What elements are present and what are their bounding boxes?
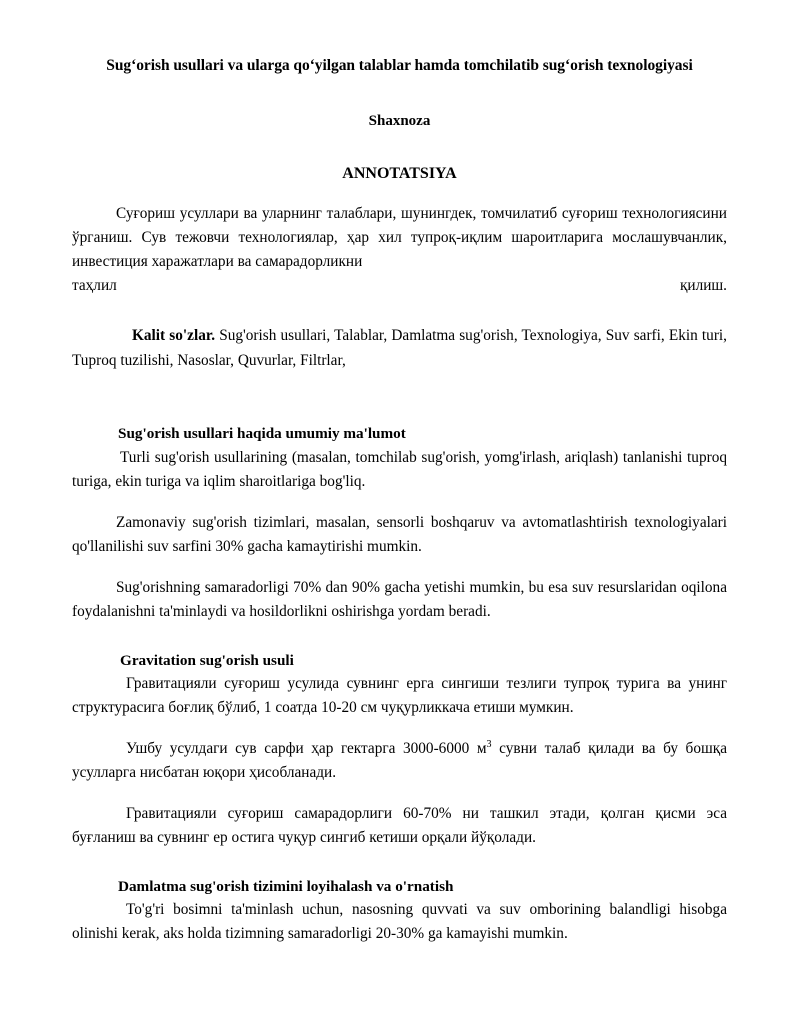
spacer xyxy=(72,298,727,324)
spacer xyxy=(72,850,727,876)
section-paragraph: Turli sug'orish usullarining (masalan, tomchilab sug'orish, yomg'irlash, ariqlash) tanlanishi tuproq turiga, ekin turiga va iqlim sharoitlariga bog'liq. xyxy=(72,448,727,490)
spacer xyxy=(72,624,727,650)
author-name: Shaxnoza xyxy=(368,113,431,129)
section-paragraph: Sug'orishning samaradorligi 70% dan 90% gacha yetishi mumkin, bu esa suv resurslaridan oqilona foydalanishni ta'minlaydi va hosildorlikni oshirishga yordam beradi. xyxy=(72,578,727,620)
annotation-last-line xyxy=(72,274,727,298)
section-heading-general-info: Sug'orish usullari haqida umumiy ma'lumot xyxy=(118,424,406,442)
spacer xyxy=(72,373,727,423)
water-use-paragraph xyxy=(72,737,727,785)
section-paragraph: Гравитацияли суғориш самарадорлиги 60-70% ни ташкил этади, қолган қисми эса буғланиш ва сувнинг ер остига чуқур сингиб кетиши орқали йўқолади. xyxy=(72,804,727,846)
annotation-last-line-left: таҳлил xyxy=(72,277,117,295)
keywords-list: Sug'orish usullari, Talablar, Damlatma sug'orish, Texnologiya, Suv sarfi, Ekin turi, Tuproq tuzilishi, Nasoslar, Quvurlar, Filtrlar, xyxy=(72,327,727,369)
annotation-last-line-right: қилиш. xyxy=(679,277,727,295)
spacer xyxy=(72,185,727,202)
annotation-text: Суғориш усуллари ва уларнинг талаблари, шунингдек, томчилатиб суғориш технологиясини ўрганиш. Сув тежовчи технологиялар, ҳар хил тупроқ-иқлим шароитларига мослашувчанлик, инвестиция харажатлари ва самарадорликни xyxy=(72,205,727,271)
section-paragraph: To'g'ri bosimni ta'minlash uchun, nasosning quvvati va suv omborining balandligi hisobga olinishi kerak, aks holda tizimning samaradorligi 20-30% ga kamayishi mumkin. xyxy=(72,901,727,943)
keywords-label: Kalit so'zlar. xyxy=(132,327,216,345)
spacer xyxy=(72,494,727,511)
water-use-text-after: сувни талаб қилади ва бу бошқа усулларга нисбатан юқори ҳисобланади. xyxy=(72,739,727,781)
annotation-heading: ANNOTATSIYA xyxy=(342,165,457,182)
section-paragraph: Zamonaviy sug'orish tizimlari, masalan, sensorli boshqaruv va avtomatlashtirish texnologiyalari qo'llanilishi suv sarfini 30% gacha kamaytirishi mumkin. xyxy=(72,513,727,555)
spacer xyxy=(72,785,727,802)
keywords-paragraph xyxy=(72,324,727,372)
section-paragraph: Гравитацияли суғориш усулида сувнинг ерга сингиши тезлиги тупроқ турига ва унинг структурасига боғлиқ бўлиб, 1 соатда 10-20 см чуқурликкача етиши мумкин. xyxy=(72,674,727,716)
section-heading-damlatma: Damlatma sug'orish tizimini loyihalash va o'rnatish xyxy=(118,878,454,896)
page-title: Sug‘orish usullari va ularga qo‘yilgan talablar hamda tomchilatib sug‘orish texnologiyasi xyxy=(106,57,693,74)
cubic-meter-superscript: 3 xyxy=(486,738,492,750)
section-heading-gravitation: Gravitation sug'orish usuli xyxy=(120,651,294,669)
spacer xyxy=(72,720,727,737)
spacer xyxy=(72,559,727,576)
water-use-text-before: Ушбу усулдаги сув сарфи ҳар гектарга 3000-6000 м xyxy=(126,739,487,757)
